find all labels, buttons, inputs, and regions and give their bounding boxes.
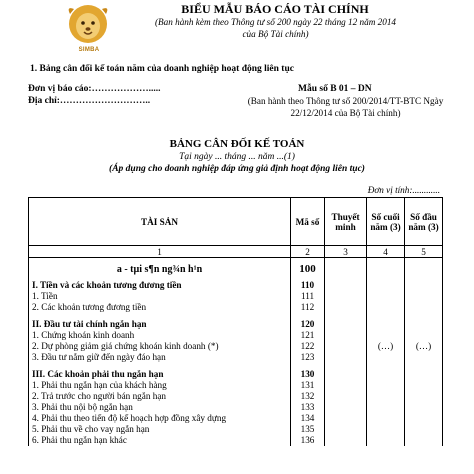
row-note [325,391,367,402]
section-heading: 1. Bảng cân đối kế toán năm của doanh nghiệp hoạt động liên tục [30,64,294,74]
row-end-value [367,402,405,413]
row-begin-value [405,330,443,341]
row-note [325,280,367,291]
row-code: 135 [291,424,325,435]
row-code: 132 [291,391,325,402]
table-row [29,402,443,413]
header-end-of-year: Số cuối năm (3) [367,198,405,246]
row-note [325,424,367,435]
balance-sheet-date: Tại ngày ... tháng ... năm ...(1) [179,152,295,162]
table-row [29,380,443,391]
row-end-value [367,291,405,302]
row-code: 130 [291,369,325,380]
row-name: a - tµi s¶n ng¾n h¹n [29,258,291,281]
row-note [325,330,367,341]
row-end-value [367,319,405,330]
row-code: 136 [291,435,325,446]
row-name: 1. Tiền [29,291,291,302]
lion-logo-icon [62,2,114,48]
row-begin-value [405,352,443,363]
table-row [29,413,443,424]
row-begin-value [405,291,443,302]
row-begin-value [405,413,443,424]
row-end-value [367,330,405,341]
form-note: (Ban hành theo Thông tư số 200/2014/TT-BTC Ngày 22/12/2014 của Bộ Tài chính) [247,96,444,118]
row-note [325,319,367,330]
table-row [29,435,443,446]
row-code: 100 [291,258,325,281]
row-note [325,302,367,313]
row-code: 112 [291,302,325,313]
table-row [29,424,443,435]
index-cell: 1 [29,246,291,258]
logo-text: SIMBA [78,47,100,53]
row-name: 2. Các khoản tương đương tiền [29,302,291,313]
row-begin-value [405,391,443,402]
row-name: III. Các khoản phải thu ngắn hạn [29,369,291,380]
row-name: II. Đầu tư tài chính ngắn hạn [29,319,291,330]
row-note [325,380,367,391]
row-name: 3. Đầu tư nắm giữ đến ngày đáo hạn [29,352,291,363]
table-row [29,369,443,380]
row-begin-value [405,424,443,435]
row-end-value [367,369,405,380]
index-cell: 5 [405,246,443,258]
row-begin-value: (…) [405,341,443,352]
currency-unit-note: Đơn vị tính:............ [367,185,440,195]
header-asset: TÀI SẢN [29,198,291,246]
table-row [29,302,443,313]
row-end-value [367,413,405,424]
row-code: 121 [291,330,325,341]
index-cell: 4 [367,246,405,258]
row-end-value: (…) [367,341,405,352]
row-code: 111 [291,291,325,302]
reporting-unit-label: Đơn vị báo cáo:………………..... [28,84,161,94]
row-name: 5. Phải thu về cho vay ngắn hạn [29,424,291,435]
address-label: Địa chỉ:……………………….. [28,96,151,106]
table-row [29,391,443,402]
report-subtitle: (Ban hành kèm theo Thông tư số 200 ngày 22 tháng 12 năm 2014 của Bộ Tài chính) [154,17,397,39]
row-name: 2. Trả trước cho người bán ngắn hạn [29,391,291,402]
row-name: I. Tiền và các khoản tương đương tiền [29,280,291,291]
row-code: 120 [291,319,325,330]
row-code: 123 [291,352,325,363]
row-begin-value [405,402,443,413]
row-name: 6. Phải thu ngắn hạn khác [29,435,291,446]
balance-sheet-scope: (Áp dụng cho doanh nghiệp đáp ứng giả định hoạt động liên tục) [109,164,365,174]
row-name: 2. Dự phòng giảm giá chứng khoán kinh doanh (*) [29,341,291,352]
row-end-value [367,280,405,291]
row-begin-value [405,319,443,330]
row-begin-value [405,302,443,313]
row-begin-value [405,435,443,446]
row-begin-value [405,380,443,391]
row-begin-value [405,369,443,380]
table-row [29,330,443,341]
row-code: 122 [291,341,325,352]
header-beginning-of-year: Số đầu năm (3) [405,198,443,246]
header-note: Thuyết minh [325,198,367,246]
index-cell: 2 [291,246,325,258]
row-name: 1. Chứng khoán kinh doanh [29,330,291,341]
row-name: 4. Phải thu theo tiến độ kế hoạch hợp đồng xây dựng [29,413,291,424]
table-row [29,280,443,291]
row-end-value [367,302,405,313]
row-name: 3. Phải thu nội bộ ngắn hạn [29,402,291,413]
row-code: 134 [291,413,325,424]
balance-sheet-title: BẢNG CÂN ĐỐI KẾ TOÁN [169,138,305,150]
row-note [325,413,367,424]
row-code: 133 [291,402,325,413]
row-note [325,352,367,363]
table-row-short-term-assets [29,258,443,281]
table-row [29,352,443,363]
row-note [325,402,367,413]
table-row [29,341,443,352]
row-name: 1. Phải thu ngắn hạn của khách hàng [29,380,291,391]
row-note [325,291,367,302]
row-end-value [367,424,405,435]
row-code: 131 [291,380,325,391]
form-code: Mẫu số B 01 – DN [298,84,372,94]
index-cell: 3 [325,246,367,258]
row-note [325,369,367,380]
table-row [29,291,443,302]
row-begin-value [405,280,443,291]
report-title: BIỂU MẪU BÁO CÁO TÀI CHÍNH [181,2,369,16]
row-end-value [367,352,405,363]
row-note [325,435,367,446]
row-end-value [367,380,405,391]
header-code: Mã số [291,198,325,246]
row-note [325,341,367,352]
row-end-value [367,435,405,446]
row-end-value [367,391,405,402]
table-row [29,319,443,330]
balance-sheet-table [28,197,443,446]
row-code: 110 [291,280,325,291]
